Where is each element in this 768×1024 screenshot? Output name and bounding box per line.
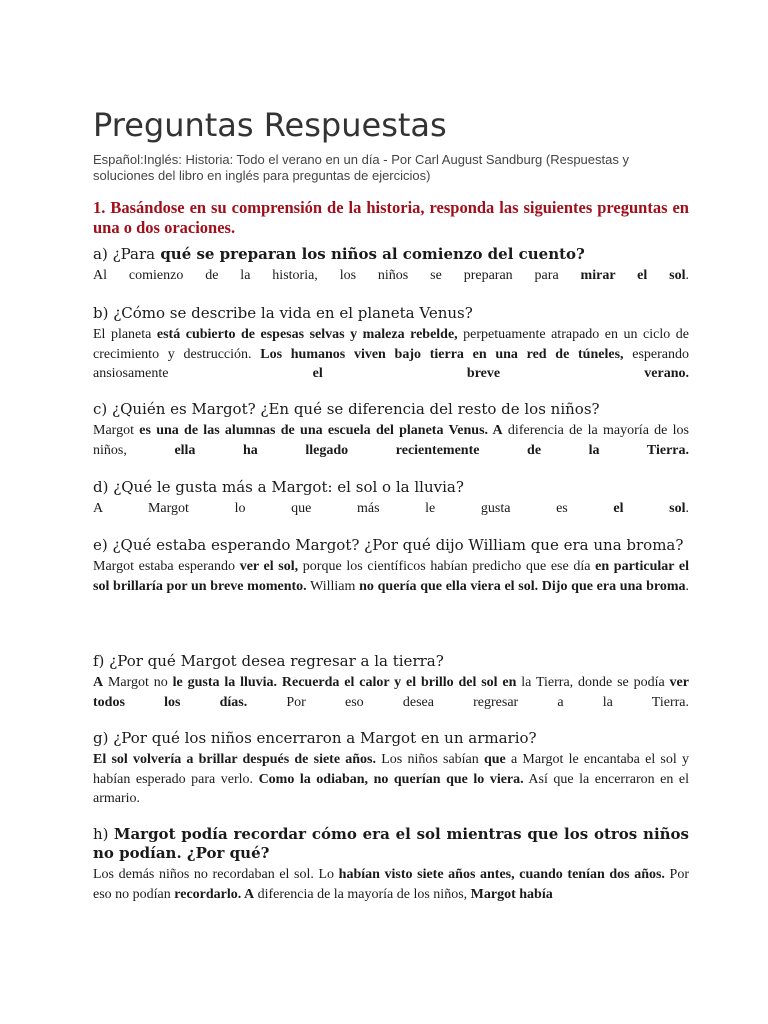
- answer-run: .: [685, 268, 689, 283]
- question-prefix: h): [93, 825, 114, 843]
- answer-bold-run: habían visto siete años antes, cuando tenían dos años.: [338, 867, 665, 882]
- answer-bold-run: mirar el sol: [580, 268, 686, 283]
- instruction-heading: 1. Basándose en su comprensión de la historia, responda las siguientes preguntas en una o dos oraciones.: [93, 198, 689, 237]
- question-heading: [93, 304, 689, 323]
- answer-run: Por eso desea regresar a la Tierra.: [247, 694, 690, 710]
- question-heading: [93, 825, 689, 863]
- question-prefix: d) ¿Qué le gusta más a Margot: el sol o la lluvia?: [93, 478, 464, 496]
- question-heading: [93, 478, 689, 497]
- answer-run: Margot: [93, 423, 140, 438]
- answer-text: [93, 421, 689, 460]
- answer-text: [93, 750, 689, 809]
- answer-bold-run: no quería que ella viera el sol. Dijo que era una broma: [359, 578, 686, 594]
- answer-run: A Margot lo que más le gusta es: [93, 501, 614, 516]
- qa-block-h: [93, 825, 689, 904]
- qa-block-a: [93, 245, 689, 286]
- answer-text: [93, 266, 689, 286]
- answer-run: Los niños sabían: [376, 752, 484, 767]
- answer-bold-run: el sol: [613, 501, 686, 516]
- question-heading: [93, 652, 689, 671]
- answer-run: diferencia de la mayoría de los niños,: [93, 423, 690, 458]
- answer-bold-run: ella ha llegado recientemente de la Tierra.: [174, 442, 689, 458]
- answer-bold-run: le gusta la lluvia. Recuerda el calor y el brillo del sol en: [172, 675, 517, 690]
- answer-text: [93, 499, 689, 519]
- answer-run: .: [685, 501, 689, 516]
- answer-run: Por eso no podían: [93, 867, 689, 902]
- answer-bold-run: está cubierto de espesas selvas y maleza rebelde,: [156, 327, 458, 342]
- answer-bold-run: A: [93, 675, 104, 690]
- question-bold: Margot podía recordar cómo era el sol mientras que los otros niños no podían. ¿Por qué?: [93, 825, 689, 862]
- qa-block-f: [93, 652, 689, 712]
- qa-block-c: [93, 400, 689, 460]
- answer-run: Así que la encerraron en el armario.: [93, 771, 689, 806]
- answer-bold-run: en particular el sol brillaría por un breve momento.: [93, 559, 689, 594]
- answer-run: .: [685, 578, 689, 594]
- question-prefix: c) ¿Quién es Margot? ¿En qué se diferencia del resto de los niños?: [93, 400, 600, 418]
- answer-run: Margot no: [103, 675, 173, 690]
- qa-block-b: [93, 304, 689, 384]
- qa-block-g: [93, 729, 689, 809]
- answer-bold-run: Los humanos viven bajo tierra en una red de túneles,: [260, 346, 624, 362]
- answer-bold-run: recordarlo. A: [174, 886, 255, 902]
- answer-text: [93, 865, 689, 904]
- question-prefix: f) ¿Por qué Margot desea regresar a la tierra?: [93, 652, 444, 670]
- answer-bold-run: Margot había: [470, 886, 553, 902]
- answer-bold-run: Como la odiaban, no querían que lo viera.: [258, 771, 524, 787]
- answer-run: la Tierra, donde se podía: [516, 675, 670, 690]
- answer-bold-run: es una de las alumnas de una escuela del planeta Venus. A: [139, 423, 503, 438]
- answer-bold-run: ver todos los días.: [93, 675, 689, 710]
- answer-run: esperando ansiosamente: [93, 346, 689, 381]
- answer-run: William: [306, 578, 360, 594]
- page-title: Preguntas Respuestas: [93, 106, 447, 144]
- question-prefix: g) ¿Por qué los niños encerraron a Margot en un armario?: [93, 729, 537, 747]
- answer-bold-run: ver el sol,: [239, 559, 299, 574]
- answer-text: [93, 557, 689, 596]
- question-heading: [93, 245, 689, 264]
- answer-run: Al comienzo de la historia, los niños se preparan para: [93, 268, 581, 283]
- answer-bold-run: que: [483, 752, 506, 767]
- question-bold: qué se preparan los niños al comienzo del cuento?: [155, 245, 585, 263]
- answer-run: Margot estaba esperando: [93, 559, 240, 574]
- answer-run: diferencia de la mayoría de los niños,: [254, 886, 471, 902]
- answer-run: a Margot le encantaba el sol y habían esperado para verlo.: [93, 752, 689, 787]
- page-subtitle: Español:Inglés: Historia: Todo el verano en un día - Por Carl August Sandburg (Respuestas y soluciones del libro en inglés para preguntas de ejercicios): [93, 152, 629, 183]
- answer-text: [93, 325, 689, 384]
- answer-bold-run: El sol volvería a brillar después de siete años.: [93, 752, 376, 767]
- answer-run: Los demás niños no recordaban el sol. Lo: [93, 867, 339, 882]
- qa-block-e: [93, 536, 689, 596]
- question-heading: [93, 400, 689, 419]
- answer-run: perpetuamente atrapado en un ciclo de crecimiento y destrucción.: [93, 327, 689, 362]
- answer-bold-run: el breve verano.: [312, 366, 690, 381]
- question-prefix: a) ¿Para: [93, 245, 156, 263]
- answer-run: porque los científicos habían predicho que ese día: [298, 559, 596, 574]
- question-prefix: b) ¿Cómo se describe la vida en el planeta Venus?: [93, 304, 473, 322]
- answer-run: El planeta: [93, 327, 157, 342]
- answer-text: [93, 673, 689, 712]
- question-heading: [93, 536, 689, 555]
- question-prefix: e) ¿Qué estaba esperando Margot? ¿Por qué dijo William que era una broma?: [93, 536, 684, 554]
- question-heading: [93, 729, 689, 748]
- qa-block-d: [93, 478, 689, 519]
